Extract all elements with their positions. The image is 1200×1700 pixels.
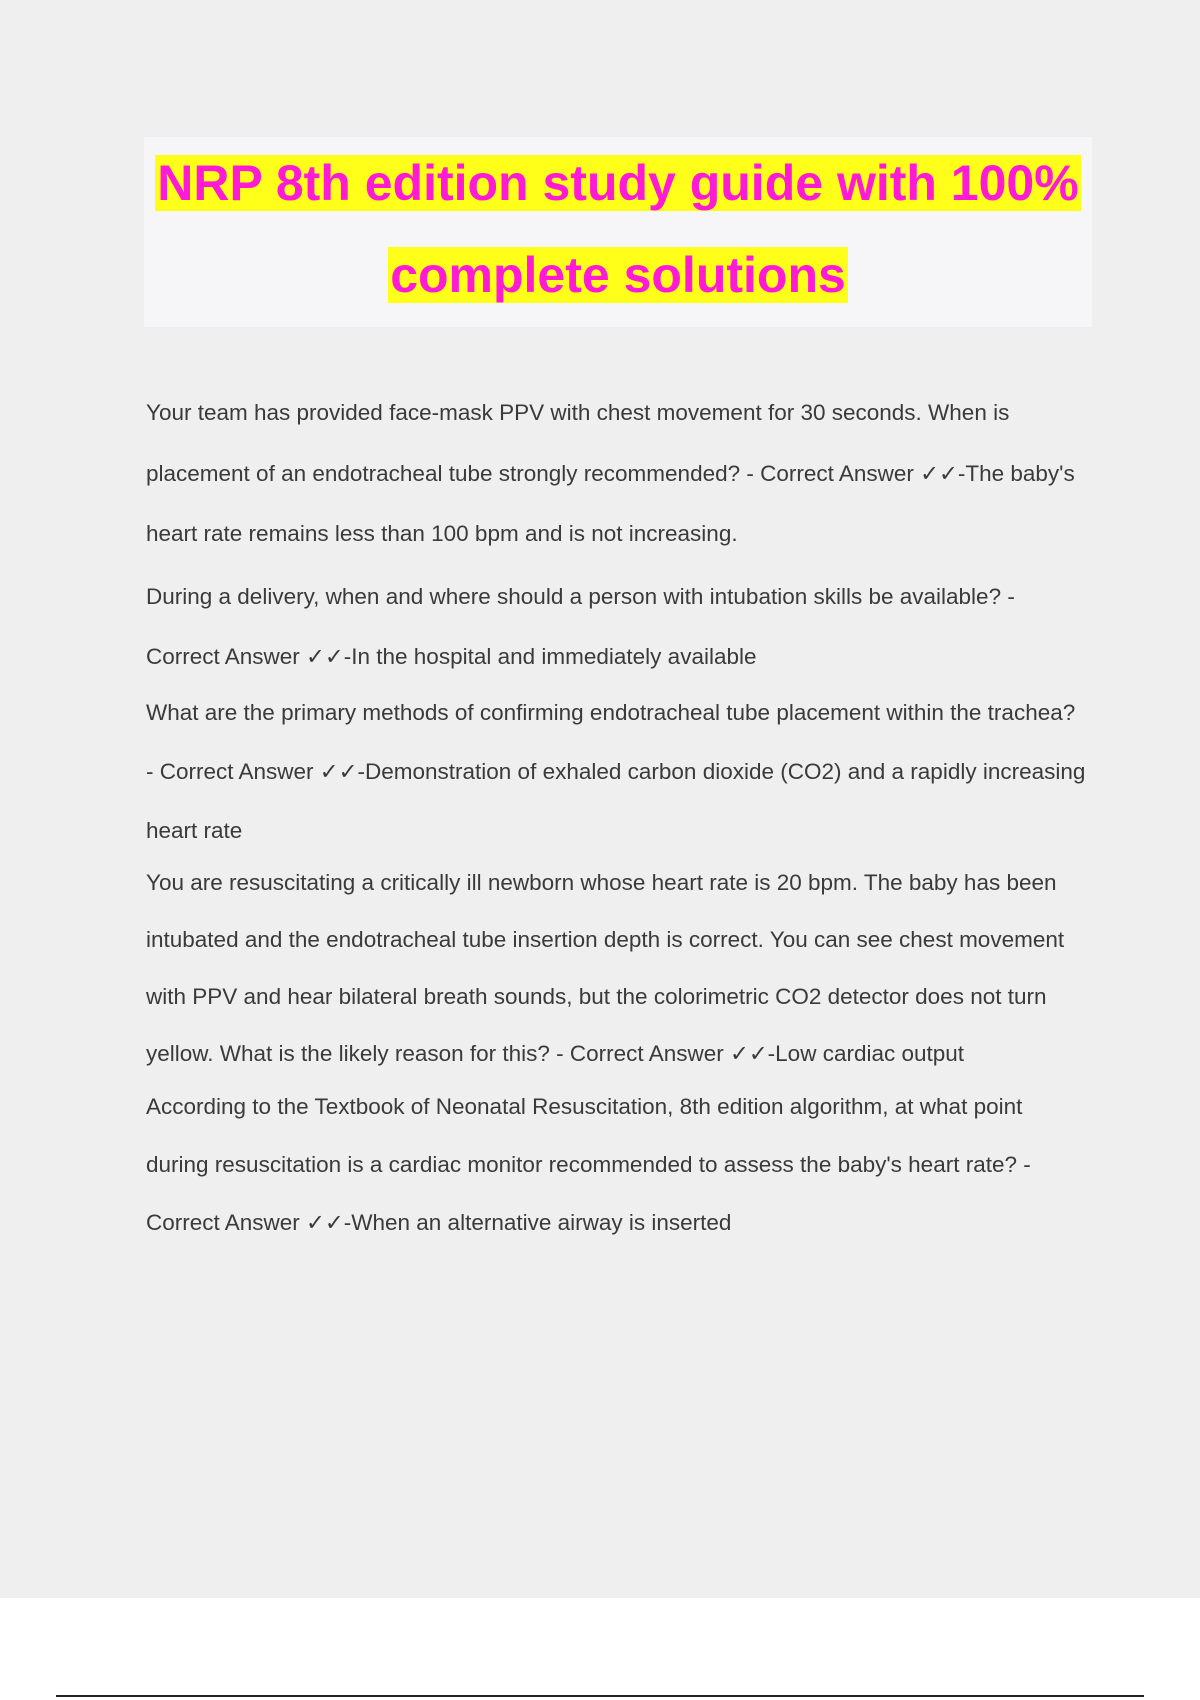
title-wrap [144,137,1092,321]
page-title-line-2: complete solutions [390,247,846,303]
page-title-line-1: NRP 8th edition study guide with 100% [157,155,1079,211]
title-block [144,137,1092,327]
qa-item: According to the Textbook of Neonatal Resuscitation, 8th edition algorithm, at what point during resuscitation is a cardiac monitor recommended to assess the baby's heart rate? - Correct Answer ✓✓-When an alternative airway is inserted [146,1093,1031,1235]
qa-item: Your team has provided face-mask PPV with chest movement for 30 seconds. When is placement of an endotracheal tube strongly recommended? - Correct Answer ✓✓-The baby's heart rate remains less than 100 bpm and is not increasing. [146,400,1075,546]
qa-item: What are the primary methods of confirming endotracheal tube placement within the trachea? - Correct Answer ✓✓-Demonstration of exhaled carbon dioxide (CO2) and a rapidly increasing heart rate [146,699,1086,843]
qa-item: During a delivery, when and where should a person with intubation skills be available? - Correct Answer ✓✓-In the hospital and immediately available [146,583,1015,669]
footer-divider [56,1695,1144,1697]
qa-item: You are resuscitating a critically ill newborn whose heart rate is 20 bpm. The baby has been intubated and the endotracheal tube insertion depth is correct. You can see chest movement with PPV and hear bilateral breath sounds, but the colorimetric CO2 detector does not turn yellow. What is the likely reason for this? - Correct Answer ✓✓-Low cardiac output [146,869,1065,1066]
qa-list [146,383,1086,1252]
